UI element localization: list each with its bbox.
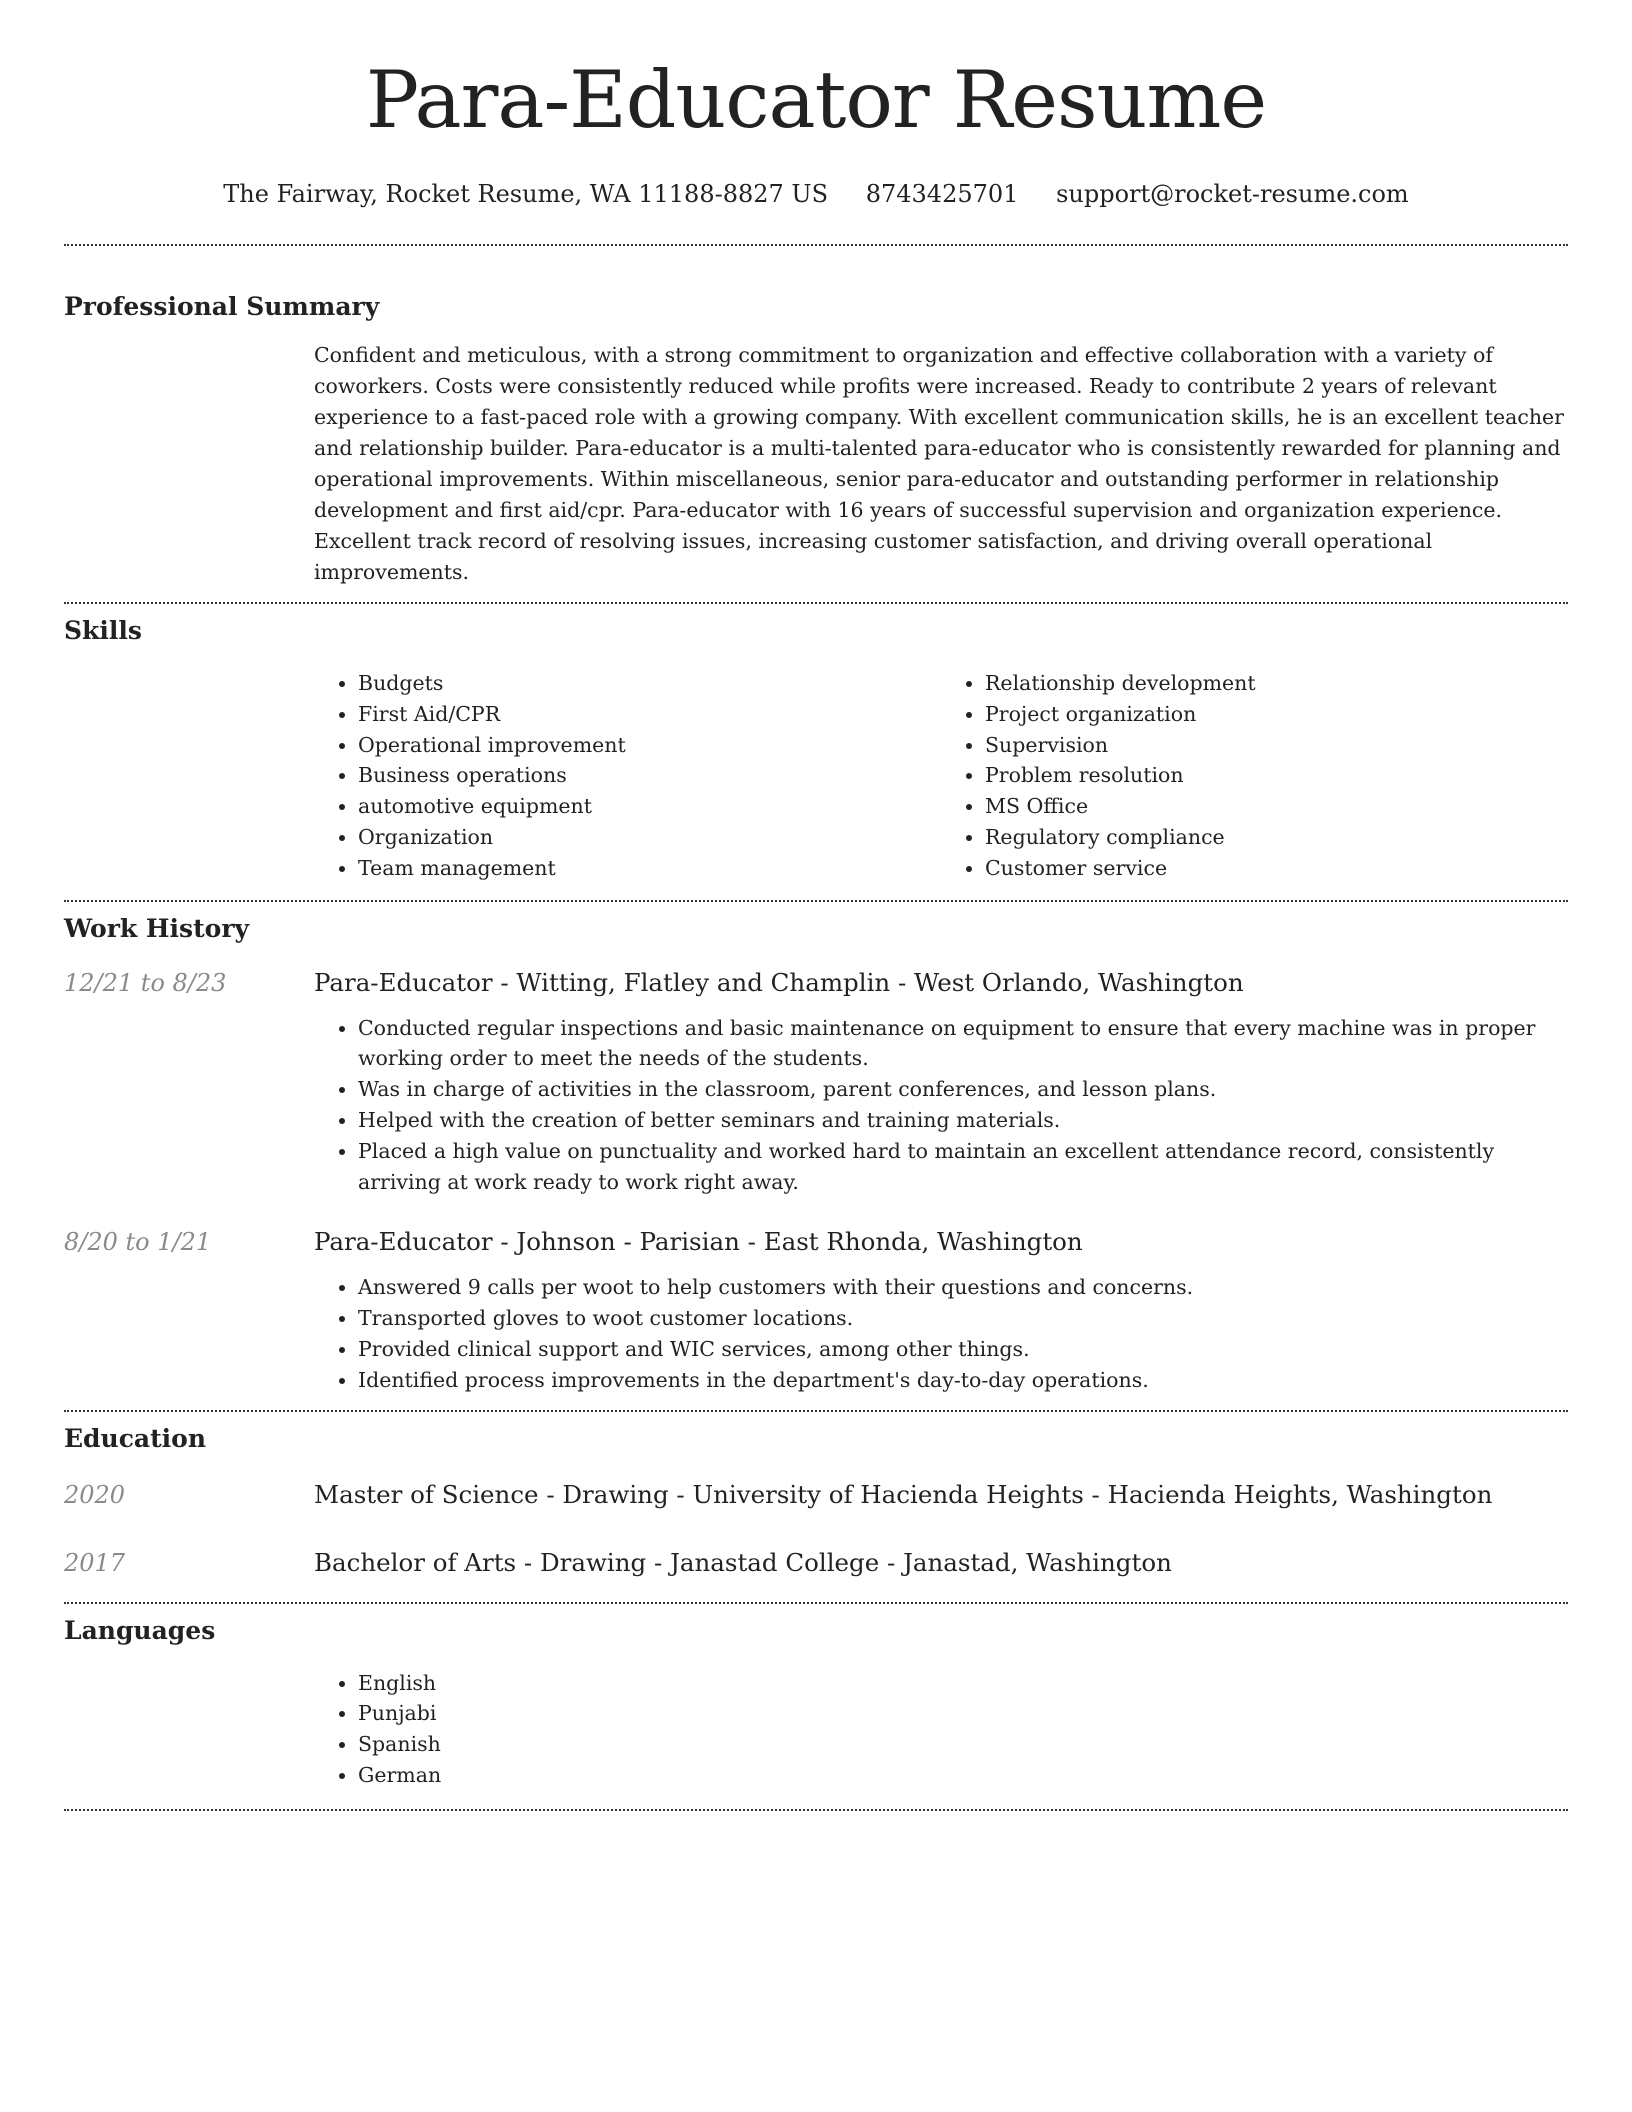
languages-section bbox=[64, 1614, 1568, 1791]
language-item: • German bbox=[358, 1760, 1568, 1791]
skills-section bbox=[64, 614, 1568, 884]
resume-title: Para-Educator Resume bbox=[365, 54, 1267, 146]
summary-text: Confident and meticulous, with a strong commitment to organization and effective collaboration with a variety of coworkers. Costs were consistently reduced while profits were increased. Ready to contribute 2 years of relevant experience to a fast-paced role with a growing company. With excellent communication skills, he is an excellent teacher and relationship builder. Para-educator is a multi-talented para-educator who is consistently rewarded for planning and operational improvements. Within miscellaneous, senior para-educator and outstanding performer in relationship development and first aid/cpr. Para-educator with 16 years of successful supervision and organization experience. Excellent track record of resolving issues, increasing customer satisfaction, and driving overall operational improvements. bbox=[314, 343, 1564, 584]
language-item: • Spanish bbox=[358, 1729, 1568, 1760]
job-dates: 8/20 to 1/21 bbox=[64, 1228, 212, 1257]
skill-item: • MS Office bbox=[985, 791, 1568, 822]
job-title: Para-Educator - Witting, Flatley and Champlin - West Orlando, Washington bbox=[314, 967, 1244, 997]
work-history-section bbox=[64, 912, 1568, 1396]
language-item: • English bbox=[358, 1668, 1568, 1699]
job-duty: • Identified process improvements in the department's day-to-day operations. bbox=[358, 1365, 1568, 1396]
divider bbox=[64, 244, 1568, 246]
skill-item: • Regulatory compliance bbox=[985, 822, 1568, 853]
summary-section bbox=[64, 290, 1568, 588]
divider bbox=[64, 1410, 1568, 1412]
education-heading: Education bbox=[64, 1423, 207, 1453]
skill-item: • Organization bbox=[358, 822, 941, 853]
education-degree: Master of Science - Drawing - University of Hacienda Heights - Hacienda Heights, Washington bbox=[314, 1479, 1493, 1509]
contact-line bbox=[64, 178, 1568, 210]
job-duty: • Was in charge of activities in the classroom, parent conferences, and lesson plans. bbox=[358, 1074, 1568, 1105]
skill-item: • First Aid/CPR bbox=[358, 699, 941, 730]
contact-address: The Fairway, Rocket Resume, WA 11188-8827 US bbox=[223, 180, 829, 208]
skill-item: • Customer service bbox=[985, 853, 1568, 884]
job-duties bbox=[314, 1013, 1568, 1198]
job-title: Para-Educator - Johnson - Parisian - East Rhonda, Washington bbox=[314, 1227, 1083, 1257]
job-duties bbox=[314, 1272, 1568, 1395]
job-duty: • Transported gloves to woot customer locations. bbox=[358, 1303, 1568, 1334]
skills-column-right bbox=[941, 668, 1568, 884]
job-entry bbox=[64, 966, 1568, 1198]
job-dates: 12/21 to 8/23 bbox=[64, 968, 227, 997]
divider bbox=[64, 1602, 1568, 1604]
job-entry bbox=[64, 1225, 1568, 1395]
job-duty: • Helped with the creation of better seminars and training materials. bbox=[358, 1105, 1568, 1136]
languages-heading: Languages bbox=[64, 1615, 216, 1645]
education-entry bbox=[64, 1546, 1568, 1580]
languages-list bbox=[314, 1668, 1568, 1791]
skill-item: • Business operations bbox=[358, 760, 941, 791]
skill-item: • Operational improvement bbox=[358, 730, 941, 761]
skill-item: • Problem resolution bbox=[985, 760, 1568, 791]
contact-email: support@rocket-resume.com bbox=[1056, 180, 1409, 208]
skill-item: • Team management bbox=[358, 853, 941, 884]
summary-heading: Professional Summary bbox=[64, 292, 380, 321]
divider bbox=[64, 602, 1568, 604]
skills-list bbox=[314, 668, 1568, 884]
education-entry bbox=[64, 1478, 1568, 1512]
skill-item: • Supervision bbox=[985, 730, 1568, 761]
skill-item: • Relationship development bbox=[985, 668, 1568, 699]
job-duty: • Provided clinical support and WIC services, among other things. bbox=[358, 1334, 1568, 1365]
skill-item: • automotive equipment bbox=[358, 791, 941, 822]
language-item: • Punjabi bbox=[358, 1698, 1568, 1729]
skill-item: • Budgets bbox=[358, 668, 941, 699]
job-duty: • Answered 9 calls per woot to help customers with their questions and concerns. bbox=[358, 1272, 1568, 1303]
education-degree: Bachelor of Arts - Drawing - Janastad College - Janastad, Washington bbox=[314, 1547, 1172, 1577]
education-section bbox=[64, 1422, 1568, 1580]
divider bbox=[64, 1809, 1568, 1811]
education-year: 2017 bbox=[64, 1548, 126, 1577]
divider bbox=[64, 900, 1568, 902]
work-history-heading: Work History bbox=[64, 913, 250, 943]
skills-column-left bbox=[314, 668, 941, 884]
job-duty: • Conducted regular inspections and basic maintenance on equipment to ensure that every machine was in proper working order to meet the needs of the students. bbox=[358, 1013, 1568, 1075]
skill-item: • Project organization bbox=[985, 699, 1568, 730]
education-year: 2020 bbox=[64, 1480, 126, 1509]
contact-phone: 8743425701 bbox=[865, 180, 1019, 208]
skills-heading: Skills bbox=[64, 616, 142, 645]
job-duty: • Placed a high value on punctuality and worked hard to maintain an excellent attendance record, consistently arriving at work ready to work right away. bbox=[358, 1136, 1568, 1198]
